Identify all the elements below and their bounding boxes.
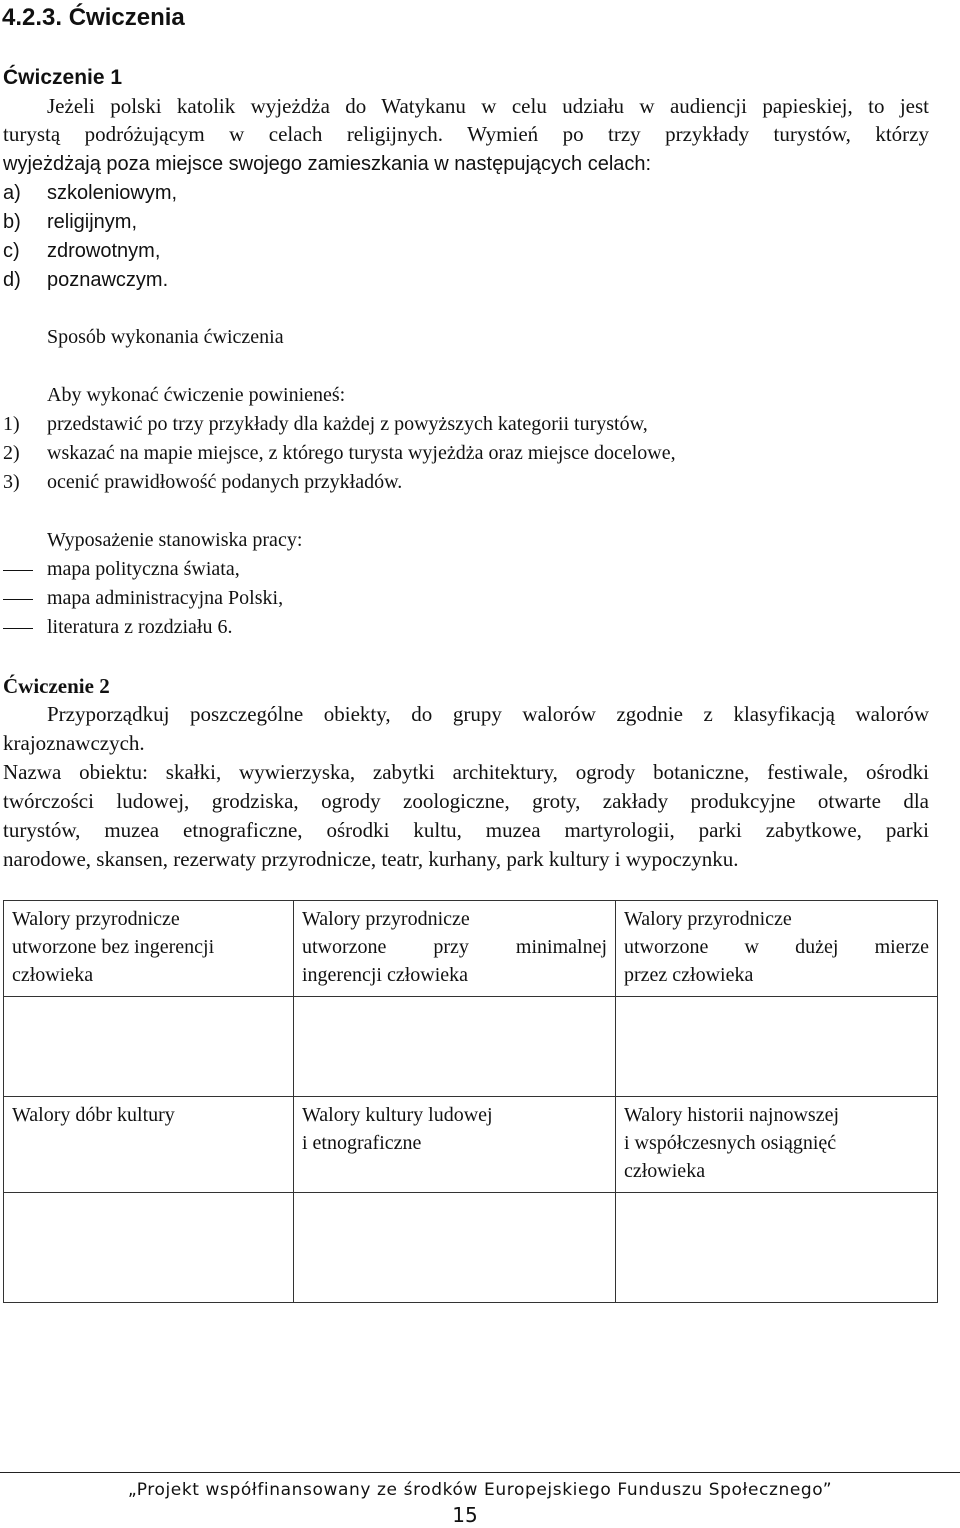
table-empty-row	[4, 997, 938, 1097]
step-text: wskazać na mapie miejsce, z którego turysta wyjeżdża oraz miejsce docelowe,	[47, 442, 676, 464]
objects-line-2: twórczości ludowej, grodziska, ogrody zoologiczne, groty, zakłady produkcyjne otwarte dla	[3, 789, 929, 813]
step-marker: 1)	[3, 413, 20, 435]
section-title: 4.2.3. Ćwiczenia	[2, 4, 185, 31]
step-marker: 3)	[3, 471, 20, 493]
exercise-1-heading: Ćwiczenie 1	[3, 66, 123, 89]
dash-bullet	[3, 599, 33, 600]
table-cell	[4, 1097, 294, 1193]
table-cell-empty	[294, 1193, 616, 1303]
option-text: zdrowotnym,	[47, 240, 161, 262]
exercise-1-intro-line-2: turystą podróżującym w celach religijnych. Wymień po trzy przykłady turystów, którzy	[3, 122, 929, 146]
equipment-item: mapa administracyjna Polski,	[47, 587, 284, 609]
option-marker: b)	[3, 211, 21, 233]
table-cell-empty	[4, 1193, 294, 1303]
option-text: szkoleniowym,	[47, 182, 178, 204]
footer-note: „Projekt współfinansowany ze środków Europejskiego Funduszu Społecznego”	[127, 1480, 833, 1500]
table-cell	[4, 901, 294, 997]
table-cell-empty	[294, 997, 616, 1097]
objects-line-4: narodowe, skansen, rezerwaty przyrodnicze, teatr, kurhany, park kultury i wypoczynku.	[3, 847, 739, 871]
cell-line: człowieka	[624, 1160, 706, 1182]
exercise-2-heading: Ćwiczenie 2	[3, 674, 110, 698]
footer-divider	[0, 1472, 960, 1473]
cell-line: Walory przyrodnicze	[624, 908, 792, 930]
dash-bullet	[3, 570, 33, 571]
table-empty-row	[4, 1193, 938, 1303]
cell-line: Walory historii najnowszej	[624, 1104, 840, 1126]
cell-line: ingerencji człowieka	[302, 964, 469, 986]
objects-line-1: Nazwa obiektu: skałki, wywierzyska, zabytki architektury, ogrody botaniczne, festiwale, ośrodki	[3, 760, 929, 784]
exercise-1-intro-line-1: Jeżeli polski katolik wyjeżdża do Watykanu w celu udziału w audiencji papieskiej, to jest	[47, 94, 929, 118]
step-text: ocenić prawidłowość podanych przykładów.	[47, 471, 403, 493]
exercise-2-task-line-2: krajoznawczych.	[3, 731, 145, 755]
table-cell	[294, 901, 616, 997]
step-text: przedstawić po trzy przykłady dla każdej z powyższych kategorii turystów,	[47, 413, 648, 435]
cell-line: utworzone przy minimalnej	[302, 936, 607, 958]
cell-line: Walory kultury ludowej	[302, 1104, 493, 1126]
objects-line-3: turystów, muzea etnograficzne, ośrodki kultu, muzea martyrologii, parki zabytkowe, parki	[3, 818, 929, 842]
table-header-row	[4, 901, 938, 997]
dash-bullet	[3, 628, 33, 629]
option-text: religijnym,	[47, 211, 138, 233]
cell-line: i etnograficzne	[302, 1132, 422, 1154]
option-marker: d)	[3, 269, 21, 291]
step-marker: 2)	[3, 442, 20, 464]
table-cell	[616, 1097, 938, 1193]
option-text: poznawczym.	[47, 269, 169, 291]
method-heading: Sposób wykonania ćwiczenia	[47, 326, 284, 348]
cell-line: utworzone w dużej mierze	[624, 936, 929, 958]
table-cell	[616, 901, 938, 997]
table-cell-empty	[616, 997, 938, 1097]
steps-intro: Aby wykonać ćwiczenie powinieneś:	[47, 384, 346, 406]
cell-line: Walory przyrodnicze	[12, 908, 180, 930]
exercise-1-intro-line-3: wyjeżdżają poza miejsce swojego zamieszkania w następujących celach:	[3, 153, 652, 175]
cell-line: utworzone bez ingerencji	[12, 936, 215, 958]
equipment-heading: Wyposażenie stanowiska pracy:	[47, 529, 303, 551]
exercise-2-task-line-1: Przyporządkuj poszczególne obiekty, do grupy walorów zgodnie z klasyfikacją walorów	[47, 702, 929, 726]
option-marker: c)	[3, 240, 20, 262]
equipment-item: literatura z rozdziału 6.	[47, 616, 233, 638]
cell-line: i współczesnych osiągnięć	[624, 1132, 837, 1154]
walory-table	[3, 900, 938, 1303]
cell-line: Walory przyrodnicze	[302, 908, 470, 930]
cell-line: przez człowieka	[624, 964, 754, 986]
table-cell	[294, 1097, 616, 1193]
table-cell-empty	[616, 1193, 938, 1303]
cell-line: Walory dóbr kultury	[12, 1104, 175, 1126]
table-cell-empty	[4, 997, 294, 1097]
option-marker: a)	[3, 182, 21, 204]
cell-line: człowieka	[12, 964, 94, 986]
table-header-row	[4, 1097, 938, 1193]
page-number: 15	[452, 1503, 478, 1527]
equipment-item: mapa polityczna świata,	[47, 558, 240, 580]
